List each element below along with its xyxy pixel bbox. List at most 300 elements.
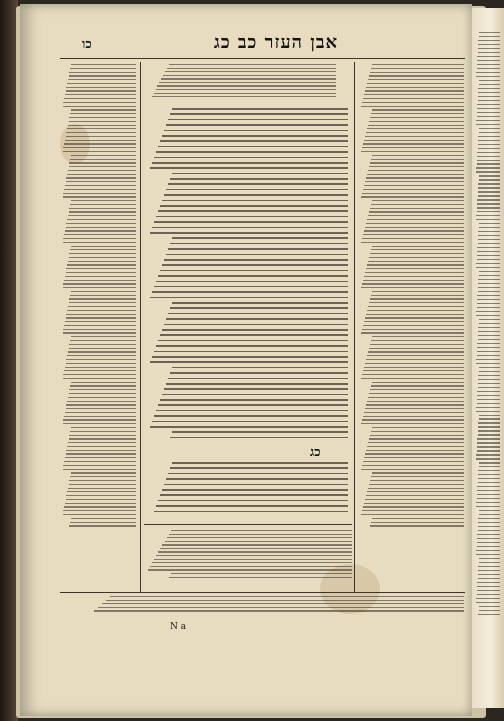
text-line	[364, 321, 464, 322]
text-line	[65, 367, 136, 368]
text-line	[477, 259, 500, 260]
text-line	[476, 550, 500, 551]
text-line	[152, 291, 348, 293]
text-line	[476, 359, 500, 360]
text-line	[476, 219, 500, 220]
text-line	[372, 246, 464, 247]
text-line	[63, 423, 136, 424]
text-line	[66, 495, 136, 496]
text-line	[166, 383, 348, 385]
text-line	[67, 491, 136, 492]
text-line	[477, 438, 500, 439]
text-line	[372, 472, 464, 473]
text-line	[476, 263, 500, 264]
text-line	[172, 431, 348, 433]
text-line	[479, 275, 500, 276]
text-line	[367, 446, 464, 447]
text-line	[361, 106, 464, 107]
text-line	[363, 416, 464, 417]
text-line	[68, 442, 136, 443]
text-line	[71, 518, 136, 519]
text-line	[366, 404, 464, 405]
text-line	[65, 412, 136, 413]
text-line	[372, 109, 464, 110]
text-line	[362, 374, 464, 375]
text-line	[479, 418, 500, 419]
text-line	[66, 450, 136, 451]
text-line	[148, 569, 352, 570]
text-line	[66, 268, 136, 269]
text-line	[63, 238, 136, 239]
text-line	[64, 370, 136, 371]
text-line	[368, 215, 464, 216]
text-line	[69, 298, 136, 299]
text-line	[156, 151, 348, 153]
text-line	[162, 489, 348, 491]
text-line	[362, 283, 464, 284]
text-line	[69, 121, 136, 122]
text-line	[478, 518, 500, 519]
text-line	[158, 210, 348, 212]
text-line	[98, 607, 464, 608]
text-line	[476, 502, 500, 503]
text-line	[158, 404, 348, 406]
text-line	[370, 525, 464, 526]
text-line	[479, 562, 500, 563]
text-line	[371, 295, 464, 296]
text-line	[164, 484, 348, 486]
text-line	[477, 442, 500, 443]
text-line	[370, 162, 464, 163]
text-line	[478, 383, 500, 384]
text-line	[362, 419, 464, 420]
text-line	[366, 450, 464, 451]
text-line	[66, 317, 136, 318]
text-line	[367, 128, 464, 129]
text-line	[67, 174, 136, 175]
text-line	[63, 465, 136, 466]
text-line	[63, 332, 136, 333]
text-line	[363, 98, 464, 99]
text-line	[478, 136, 500, 137]
text-line	[366, 87, 464, 88]
text-line	[68, 261, 136, 262]
text-line	[362, 193, 464, 194]
text-line	[164, 259, 348, 261]
text-line	[476, 267, 500, 268]
text-line	[67, 401, 136, 402]
text-line	[67, 310, 136, 311]
text-line	[477, 534, 500, 535]
text-line	[70, 204, 136, 205]
text-line	[479, 175, 500, 176]
text-line	[477, 347, 500, 348]
text-line	[477, 582, 500, 583]
text-line	[364, 230, 464, 231]
text-line	[63, 469, 136, 470]
text-line	[478, 148, 500, 149]
notes-rule	[60, 592, 465, 593]
text-line	[365, 317, 464, 318]
text-line	[479, 223, 500, 224]
text-line	[477, 163, 500, 164]
text-line	[364, 367, 464, 368]
text-line	[371, 113, 464, 114]
header-rule	[60, 58, 465, 59]
text-line	[156, 555, 352, 556]
text-line	[156, 505, 348, 507]
text-line	[477, 255, 500, 256]
text-line	[65, 457, 136, 458]
text-line	[63, 193, 136, 194]
text-line	[152, 162, 348, 164]
text-line	[172, 108, 348, 110]
text-line	[479, 179, 500, 180]
text-line	[367, 491, 464, 492]
text-line	[64, 143, 136, 144]
text-line	[169, 64, 336, 65]
text-line	[68, 306, 136, 307]
text-line	[160, 270, 348, 272]
text-line	[479, 606, 500, 607]
text-line	[102, 603, 464, 604]
text-line	[63, 374, 136, 375]
text-line	[478, 96, 500, 97]
text-line	[367, 355, 464, 356]
text-line	[366, 314, 464, 315]
text-line	[477, 104, 500, 105]
text-line	[477, 56, 500, 57]
text-line	[160, 494, 348, 496]
text-line	[69, 302, 136, 303]
text-line	[368, 125, 464, 126]
text-line	[477, 251, 500, 252]
text-line	[363, 506, 464, 507]
text-line	[168, 183, 348, 185]
text-line	[162, 264, 348, 266]
text-line	[478, 379, 500, 380]
text-line	[169, 577, 352, 578]
text-line	[365, 90, 464, 91]
text-line	[477, 355, 500, 356]
text-line	[159, 82, 336, 83]
text-line	[477, 207, 500, 208]
text-line	[477, 160, 500, 161]
text-line	[478, 287, 500, 288]
text-line	[477, 590, 500, 591]
text-line	[69, 72, 136, 73]
text-line	[478, 422, 500, 423]
text-line	[152, 421, 348, 423]
text-line	[369, 348, 464, 349]
text-line	[372, 155, 464, 156]
text-line	[162, 329, 348, 331]
text-line	[70, 68, 136, 69]
text-line	[361, 196, 464, 197]
text-line	[369, 393, 464, 394]
footnote-rule	[144, 524, 352, 525]
text-line	[364, 503, 464, 504]
text-line	[66, 181, 136, 182]
text-line	[66, 408, 136, 409]
text-line	[479, 84, 500, 85]
text-line	[71, 336, 136, 337]
text-line	[66, 499, 136, 500]
text-line	[64, 506, 136, 507]
text-line	[64, 98, 136, 99]
text-line	[477, 68, 500, 69]
column-divider	[354, 62, 355, 592]
text-line	[477, 295, 500, 296]
text-line	[479, 415, 500, 416]
text-line	[365, 136, 464, 137]
text-line	[158, 340, 348, 342]
text-line	[110, 596, 464, 597]
text-line	[66, 363, 136, 364]
text-line	[69, 393, 136, 394]
text-line	[170, 437, 348, 439]
text-line	[65, 94, 136, 95]
text-line	[371, 159, 464, 160]
text-line	[477, 494, 500, 495]
text-line	[370, 298, 464, 299]
text-line	[477, 152, 500, 153]
text-line	[372, 336, 464, 337]
text-line	[154, 511, 348, 513]
commentary-column-left	[62, 64, 136, 584]
text-line	[361, 423, 464, 424]
text-line	[66, 90, 136, 91]
text-line	[372, 427, 464, 428]
text-line	[478, 522, 500, 523]
text-line	[479, 610, 500, 611]
text-line	[478, 387, 500, 388]
text-line	[371, 68, 464, 69]
text-line	[150, 232, 348, 234]
text-line	[69, 484, 136, 485]
text-line	[476, 171, 500, 172]
text-line	[63, 151, 136, 152]
column-divider	[140, 62, 141, 592]
text-line	[362, 102, 464, 103]
text-line	[63, 287, 136, 288]
text-line	[479, 462, 500, 463]
text-line	[478, 331, 500, 332]
text-line	[69, 162, 136, 163]
text-line	[69, 348, 136, 349]
text-line	[168, 313, 348, 315]
text-line	[150, 426, 348, 428]
text-line	[478, 100, 500, 101]
text-line	[66, 177, 136, 178]
text-line	[479, 132, 500, 133]
text-line	[367, 174, 464, 175]
text-line	[476, 311, 500, 312]
text-line	[63, 510, 136, 511]
text-line	[106, 600, 464, 601]
text-line	[71, 382, 136, 383]
text-line	[68, 488, 136, 489]
text-line	[476, 598, 500, 599]
text-line	[64, 461, 136, 462]
text-line	[477, 399, 500, 400]
text-line	[478, 44, 500, 45]
text-line	[369, 166, 464, 167]
text-line	[362, 147, 464, 148]
text-line	[69, 389, 136, 390]
commentary-bottom	[146, 530, 352, 588]
text-line	[170, 467, 348, 469]
text-line	[478, 327, 500, 328]
text-line	[66, 87, 136, 88]
text-line	[477, 542, 500, 543]
text-line	[478, 482, 500, 483]
text-line	[66, 223, 136, 224]
text-line	[365, 453, 464, 454]
text-line	[477, 60, 500, 61]
text-line	[476, 454, 500, 455]
bottom-notes	[62, 596, 464, 616]
main-text-column-continued	[148, 462, 348, 520]
text-line	[371, 249, 464, 250]
text-line	[477, 299, 500, 300]
text-line	[370, 72, 464, 73]
text-line	[66, 272, 136, 273]
text-line	[371, 385, 464, 386]
text-line	[478, 187, 500, 188]
text-line	[477, 303, 500, 304]
text-line	[371, 340, 464, 341]
text-line	[150, 361, 348, 363]
text-line	[63, 242, 136, 243]
text-line	[365, 408, 464, 409]
text-line	[170, 113, 348, 115]
text-line	[477, 343, 500, 344]
text-line	[152, 356, 348, 358]
text-line	[368, 488, 464, 489]
text-line	[70, 522, 136, 523]
text-line	[63, 196, 136, 197]
text-line	[65, 321, 136, 322]
text-line	[363, 461, 464, 462]
text-line	[477, 203, 500, 204]
text-line	[371, 476, 464, 477]
text-line	[154, 559, 352, 560]
text-line	[477, 538, 500, 539]
main-text-column	[148, 108, 348, 444]
text-line	[156, 281, 348, 283]
text-line	[372, 291, 464, 292]
text-line	[66, 314, 136, 315]
text-line	[372, 518, 464, 519]
text-line	[477, 486, 500, 487]
text-line	[63, 283, 136, 284]
text-line	[478, 526, 500, 527]
text-line	[372, 200, 464, 201]
text-line	[162, 135, 348, 137]
text-line	[67, 128, 136, 129]
text-line	[478, 195, 500, 196]
text-line	[477, 395, 500, 396]
text-line	[476, 363, 500, 364]
text-line	[476, 76, 500, 77]
text-line	[478, 339, 500, 340]
text-line	[479, 128, 500, 129]
text-line	[70, 340, 136, 341]
text-line	[69, 257, 136, 258]
text-line	[69, 211, 136, 212]
text-line	[69, 438, 136, 439]
text-line	[150, 566, 352, 567]
text-line	[479, 510, 500, 511]
text-line	[170, 307, 348, 309]
text-line	[64, 189, 136, 190]
text-line	[476, 315, 500, 316]
text-line	[66, 359, 136, 360]
text-line	[154, 286, 348, 288]
facing-page-text	[476, 32, 500, 682]
text-line	[365, 363, 464, 364]
text-line	[71, 200, 136, 201]
text-line	[477, 247, 500, 248]
text-line	[368, 306, 464, 307]
text-line	[370, 389, 464, 390]
text-line	[68, 170, 136, 171]
text-line	[478, 283, 500, 284]
text-line	[478, 183, 500, 184]
text-line	[94, 610, 464, 611]
text-line	[158, 551, 352, 552]
text-line	[478, 570, 500, 571]
text-line	[157, 85, 336, 86]
text-line	[70, 295, 136, 296]
text-line	[361, 332, 464, 333]
text-line	[367, 264, 464, 265]
text-line	[477, 112, 500, 113]
commentary-column-right	[360, 64, 464, 584]
text-line	[476, 602, 500, 603]
text-line	[361, 287, 464, 288]
text-line	[158, 500, 348, 502]
text-line	[70, 385, 136, 386]
text-line	[163, 75, 336, 76]
text-line	[476, 458, 500, 459]
text-line	[366, 359, 464, 360]
text-line	[478, 375, 500, 376]
text-line	[370, 435, 464, 436]
text-line	[362, 329, 464, 330]
text-line	[171, 573, 352, 574]
text-line	[63, 106, 136, 107]
text-line	[164, 130, 348, 132]
text-line	[477, 116, 500, 117]
text-line	[64, 280, 136, 281]
text-line	[369, 438, 464, 439]
text-line	[477, 351, 500, 352]
text-line	[476, 120, 500, 121]
text-line	[63, 419, 136, 420]
text-line	[156, 216, 348, 218]
text-line	[152, 227, 348, 229]
text-line	[362, 238, 464, 239]
text-line	[160, 140, 348, 142]
text-line	[158, 275, 348, 277]
text-line	[65, 503, 136, 504]
text-line	[477, 498, 500, 499]
text-line	[68, 397, 136, 398]
text-line	[66, 227, 136, 228]
text-line	[68, 125, 136, 126]
